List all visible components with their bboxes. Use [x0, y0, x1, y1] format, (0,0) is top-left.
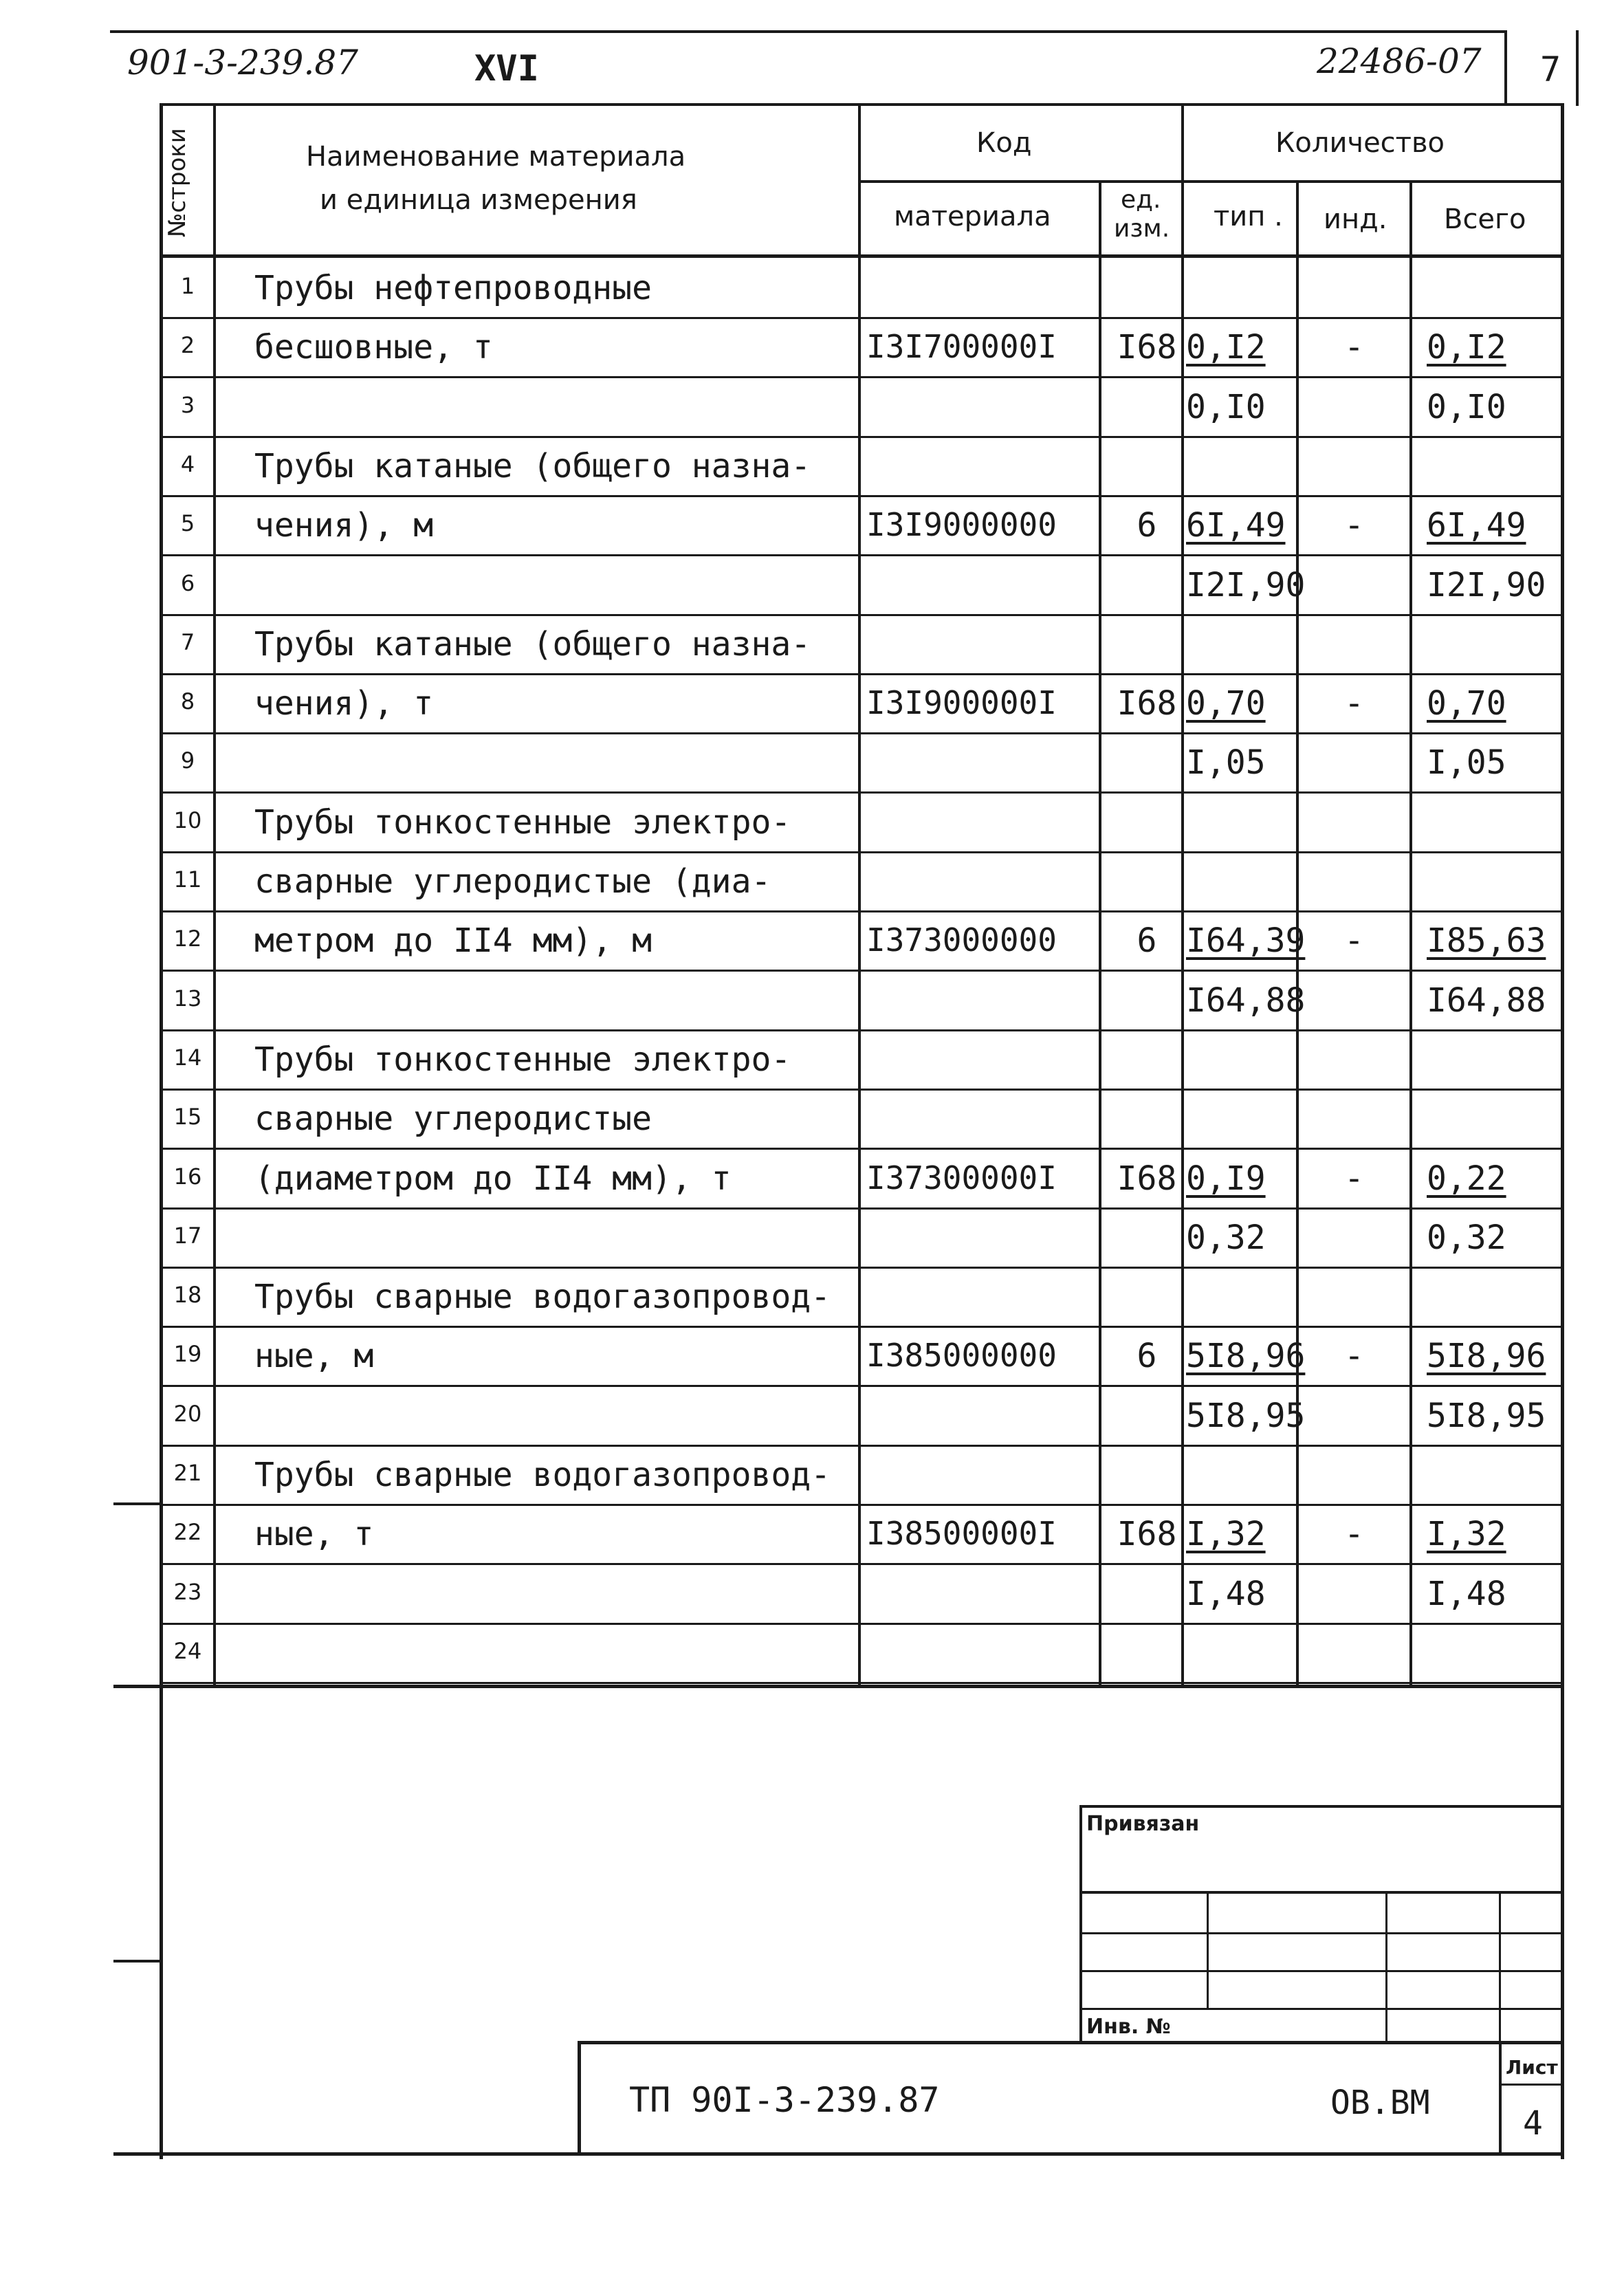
- header-qty-typ: тип .: [1214, 201, 1283, 232]
- row-name: Трубы тонкостенные электро-: [254, 1040, 791, 1079]
- row-separator: [160, 1563, 1564, 1565]
- titleblock-list-label: Лист: [1506, 2056, 1558, 2079]
- stamp-left: [1079, 1805, 1082, 2042]
- row-qty-total: I,32: [1427, 1515, 1506, 1553]
- header-row-number: №строки: [164, 128, 191, 237]
- stamp-privyazan: Привязан: [1086, 1812, 1200, 1836]
- row-name: Трубы сварные водогазопровод-: [254, 1456, 831, 1494]
- row-name: Трубы тонкостенные электро-: [254, 803, 791, 842]
- row-number: 24: [173, 1638, 202, 1664]
- top-rule: [110, 30, 1506, 33]
- stamp-line-1: [1079, 1891, 1564, 1894]
- row-qty-typ: 0,32: [1186, 1218, 1266, 1257]
- row-qty-total: I,05: [1427, 743, 1506, 782]
- row-number: 5: [180, 510, 195, 536]
- row-name: ные, т: [254, 1515, 374, 1553]
- titleblock-list-divider: [1499, 2084, 1564, 2086]
- row-code: I3I700000I: [866, 328, 1057, 365]
- row-separator: [160, 1385, 1564, 1387]
- titleblock-left: [578, 2041, 581, 2154]
- row-number: 21: [173, 1460, 202, 1486]
- stamp-col-1: [1207, 1891, 1209, 2008]
- row-separator: [160, 1445, 1564, 1447]
- stamp-top: [1079, 1805, 1564, 1808]
- row-name: ные, м: [254, 1337, 374, 1375]
- row-name: Трубы катаные (общего назна-: [254, 625, 811, 664]
- row-name: (диаметром до II4 мм), т: [254, 1159, 732, 1198]
- sheet-corner-number: 7: [1540, 50, 1561, 89]
- row-unit: I68: [1117, 1515, 1177, 1553]
- header-qty-ind: инд.: [1324, 204, 1387, 235]
- row-separator: [160, 851, 1564, 853]
- row-name: Трубы сварные водогазопровод-: [254, 1278, 831, 1316]
- row-number: 3: [180, 392, 195, 418]
- stamp-line-4: [1079, 2008, 1564, 2010]
- row-qty-ind: -: [1344, 1159, 1364, 1198]
- row-code: I38500000I: [866, 1515, 1057, 1552]
- header-name-line2: и единица измерения: [320, 184, 637, 216]
- titleblock-list-left: [1499, 2041, 1502, 2154]
- row-separator: [160, 1089, 1564, 1091]
- row-name: сварные углеродистые (диа-: [254, 862, 771, 901]
- header-code-material: материала: [894, 201, 1051, 232]
- row-unit: I68: [1117, 328, 1177, 367]
- row-number: 4: [180, 451, 195, 477]
- corner-box-right: [1576, 30, 1579, 106]
- row-qty-typ: I,48: [1186, 1575, 1266, 1613]
- row-number: 14: [173, 1045, 202, 1071]
- row-qty-total: I85,63: [1427, 921, 1546, 960]
- row-qty-total: 0,32: [1427, 1218, 1506, 1257]
- header-unit-line2: изм.: [1114, 215, 1170, 243]
- row-code: I3I900000I: [866, 684, 1057, 721]
- table-right-border: [1561, 103, 1564, 1685]
- row-qty-total: 0,70: [1427, 684, 1506, 723]
- row-qty-typ: 5I8,95: [1186, 1397, 1306, 1435]
- stamp-col-2: [1385, 1891, 1387, 2042]
- row-name: Трубы катаные (общего назна-: [254, 447, 811, 485]
- row-name: чения), т: [254, 684, 434, 723]
- side-tick-1: [113, 1502, 163, 1505]
- col-divider-ind: [1409, 180, 1412, 1685]
- row-number: 10: [173, 807, 202, 833]
- row-qty-ind: -: [1344, 328, 1364, 367]
- header-mid-line: [858, 180, 1564, 183]
- row-qty-total: I64,88: [1427, 981, 1546, 1020]
- archive-number: 22486-07: [1317, 41, 1482, 81]
- row-name: метром до II4 мм), м: [254, 921, 652, 960]
- row-qty-total: I2I,90: [1427, 566, 1546, 604]
- stamp-line-3: [1079, 1970, 1564, 1972]
- row-separator: [160, 910, 1564, 912]
- row-unit: I68: [1117, 1159, 1177, 1198]
- row-qty-typ: 0,I2: [1186, 328, 1266, 367]
- col-divider-unit: [1181, 103, 1184, 1685]
- row-separator: [160, 970, 1564, 972]
- row-qty-ind: -: [1344, 684, 1364, 723]
- row-separator: [160, 436, 1564, 438]
- row-unit: I68: [1117, 684, 1177, 723]
- row-separator: [160, 376, 1564, 378]
- row-qty-ind: -: [1344, 1337, 1364, 1375]
- header-qty-total: Всего: [1444, 204, 1526, 235]
- row-separator: [160, 1029, 1564, 1031]
- row-qty-total: 5I8,96: [1427, 1337, 1546, 1375]
- row-separator: [160, 317, 1564, 319]
- row-qty-total: I,48: [1427, 1575, 1506, 1613]
- row-number: 22: [173, 1519, 202, 1545]
- row-qty-typ: I,32: [1186, 1515, 1266, 1553]
- row-qty-total: 0,22: [1427, 1159, 1506, 1198]
- row-code: I373000000: [866, 921, 1057, 959]
- table-bottom-border: [113, 1685, 1564, 1688]
- section-number: XVI: [474, 48, 539, 89]
- row-qty-total: 0,I2: [1427, 328, 1506, 367]
- table-top-border: [160, 103, 1564, 106]
- row-number: 16: [173, 1163, 202, 1190]
- row-separator: [160, 1207, 1564, 1210]
- frame-left-border: [160, 1685, 163, 2159]
- doc-code-handwritten: 901-3-239.87: [127, 43, 358, 83]
- row-qty-typ: I64,39: [1186, 921, 1306, 960]
- row-number: 19: [173, 1341, 202, 1367]
- row-number: 23: [173, 1579, 202, 1605]
- row-code: I3I9000000: [866, 506, 1057, 543]
- titleblock-list-number: 4: [1523, 2104, 1543, 2143]
- titleblock-top: [578, 2041, 1564, 2044]
- stamp-line-2: [1079, 1932, 1564, 1934]
- row-separator: [160, 1148, 1564, 1150]
- side-tick-2: [113, 1960, 163, 1963]
- stamp-inv-no: Инв. №: [1086, 2015, 1171, 2039]
- row-number: 6: [180, 570, 195, 596]
- row-qty-typ: I64,88: [1186, 981, 1306, 1020]
- row-separator: [160, 1623, 1564, 1625]
- row-separator: [160, 614, 1564, 616]
- row-number: 17: [173, 1223, 202, 1249]
- row-qty-ind: -: [1344, 1515, 1364, 1553]
- row-unit: 6: [1137, 506, 1157, 545]
- row-unit: 6: [1137, 1337, 1157, 1375]
- row-number: 7: [180, 629, 195, 655]
- header-qty-group: Количество: [1275, 127, 1445, 159]
- row-name: Трубы нефтепроводные: [254, 269, 652, 307]
- row-number: 2: [180, 332, 195, 358]
- row-qty-typ: I,05: [1186, 743, 1266, 782]
- header-code-group: Код: [976, 127, 1032, 159]
- header-unit-line1: ед.: [1121, 186, 1161, 214]
- row-qty-typ: 0,I0: [1186, 388, 1266, 426]
- row-qty-typ: 0,I9: [1186, 1159, 1266, 1198]
- row-qty-total: 5I8,95: [1427, 1397, 1546, 1435]
- row-code: I37300000I: [866, 1159, 1057, 1196]
- row-number: 8: [180, 688, 195, 714]
- header-bottom-line: [160, 254, 1564, 258]
- row-number: 1: [180, 273, 195, 299]
- col-divider-name: [858, 103, 861, 1685]
- row-number: 15: [173, 1104, 202, 1130]
- header-name-line1: Наименование материала: [306, 141, 686, 173]
- row-number: 11: [173, 866, 202, 893]
- row-separator: [160, 1326, 1564, 1328]
- row-number: 9: [180, 747, 195, 774]
- row-qty-ind: -: [1344, 506, 1364, 545]
- row-separator: [160, 732, 1564, 734]
- col-divider-rownum: [213, 103, 216, 1685]
- row-qty-typ: 5I8,96: [1186, 1337, 1306, 1375]
- row-qty-typ: 0,70: [1186, 684, 1266, 723]
- row-number: 18: [173, 1282, 202, 1308]
- col-divider-code: [1099, 180, 1101, 1685]
- row-qty-typ: 6I,49: [1186, 506, 1286, 545]
- row-code: I385000000: [866, 1337, 1057, 1374]
- row-separator: [160, 554, 1564, 556]
- row-number: 12: [173, 926, 202, 952]
- titleblock-doc-code: ТП 90I-3-239.87: [629, 2080, 940, 2120]
- row-qty-total: 0,I0: [1427, 388, 1506, 426]
- frame-bottom-border: [113, 2152, 1564, 2156]
- row-unit: 6: [1137, 921, 1157, 960]
- row-separator: [160, 673, 1564, 675]
- row-name: бесшовные, т: [254, 328, 493, 367]
- row-number: 13: [173, 985, 202, 1012]
- row-name: чения), м: [254, 506, 434, 545]
- row-qty-ind: -: [1344, 921, 1364, 960]
- row-separator: [160, 495, 1564, 497]
- corner-box-left: [1504, 30, 1507, 106]
- row-separator: [160, 1504, 1564, 1506]
- titleblock-doc-section: ОВ.ВМ: [1330, 2084, 1430, 2122]
- row-separator: [160, 791, 1564, 794]
- frame-right-border: [1561, 1685, 1564, 2159]
- row-number: 20: [173, 1401, 202, 1427]
- stamp-col-3: [1499, 1891, 1501, 2042]
- row-qty-typ: I2I,90: [1186, 566, 1306, 604]
- row-separator: [160, 1682, 1564, 1684]
- row-separator: [160, 1267, 1564, 1269]
- row-name: сварные углеродистые: [254, 1100, 652, 1138]
- row-qty-total: 6I,49: [1427, 506, 1526, 545]
